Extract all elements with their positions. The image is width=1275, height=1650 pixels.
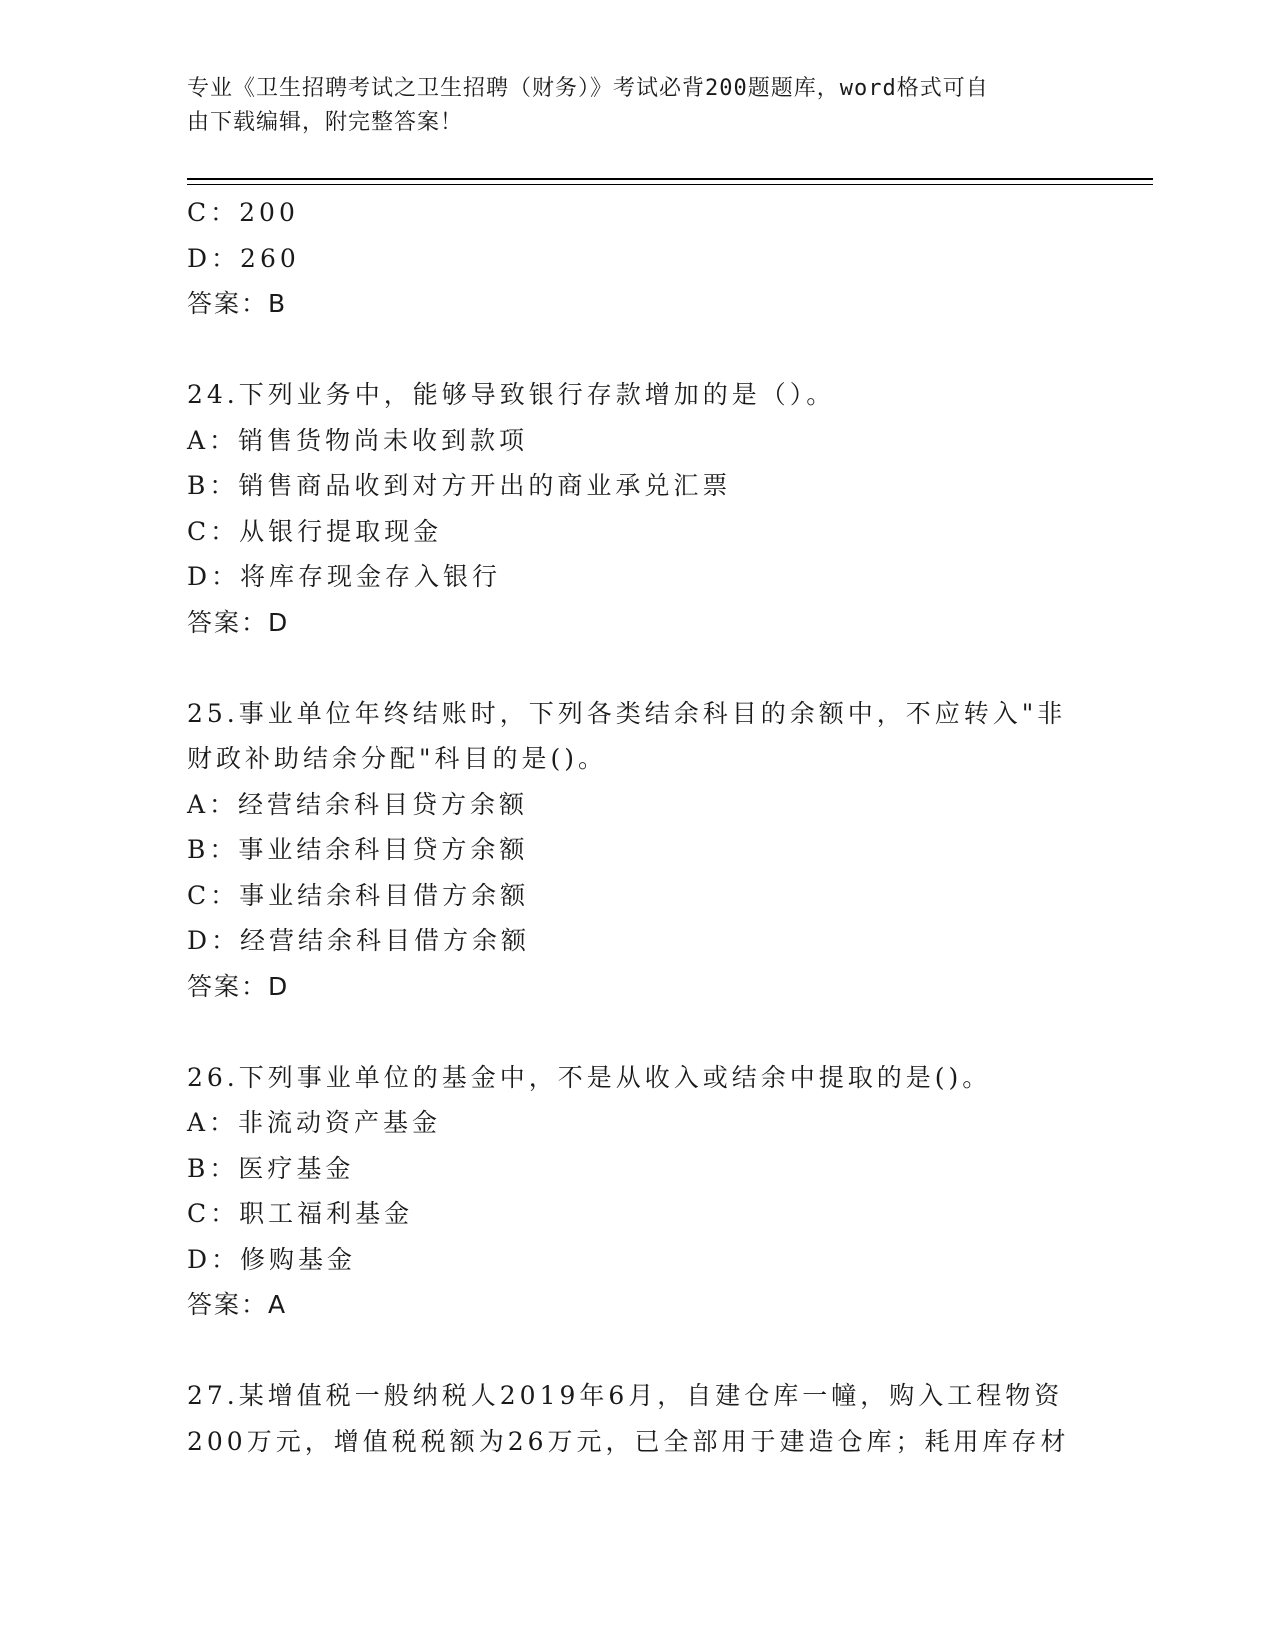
question-stem-line-2: 200万元，增值税税额为26万元，已全部用于建造仓库；耗用库存材	[187, 1426, 1070, 1456]
option-c: C：职工福利基金	[187, 1199, 414, 1228]
question-content	[187, 190, 1087, 1464]
question-25	[187, 691, 1087, 1010]
option-a: A：非流动资产基金	[187, 1108, 442, 1137]
header-rule-thin	[187, 184, 1153, 185]
question-stem-line-1: 25.事业单位年终结账时，下列各类结余科目的余额中，不应转入"非	[187, 698, 1067, 728]
question-26	[187, 1055, 1087, 1328]
option-b: B：医疗基金	[187, 1153, 355, 1183]
header-rule-thick	[187, 178, 1153, 180]
answer: 答案：B	[187, 289, 288, 318]
header-line-2: 由下载编辑，附完整答案！	[187, 110, 464, 135]
question-24	[187, 372, 1087, 645]
answer: 答案：D	[187, 971, 290, 1001]
option-c: C：200	[187, 198, 299, 227]
option-d: D：经营结余科目借方余额	[187, 926, 531, 955]
spacer	[187, 327, 1087, 373]
header-line-1: 专业《卫生招聘考试之卫生招聘（财务）》考试必背200题题库，word格式可自	[187, 76, 989, 101]
option-c: C：事业结余科目借方余额	[187, 880, 530, 910]
spacer	[187, 1009, 1087, 1055]
option-a: A：销售货物尚未收到款项	[187, 425, 529, 455]
option-b: B：销售商品收到对方开出的商业承兑汇票	[187, 471, 732, 500]
question-stem: 24.下列业务中，能够导致银行存款增加的是（）。	[187, 380, 836, 409]
option-a: A：经营结余科目贷方余额	[187, 789, 529, 819]
page-header	[187, 72, 1067, 140]
question-stem-line-1: 27.某增值税一般纳税人2019年6月，自建仓库一幢，购入工程物资	[187, 1381, 1064, 1410]
question-stem: 26.下列事业单位的基金中，不是从收入或结余中提取的是()。	[187, 1062, 992, 1092]
answer: 答案：A	[187, 1290, 288, 1319]
question-stem-line-2: 财政补助结余分配"科目的是()。	[187, 744, 608, 773]
option-d: D：将库存现金存入银行	[187, 562, 502, 591]
option-d: D：260	[187, 243, 300, 273]
spacer	[187, 1328, 1087, 1374]
option-b: B：事业结余科目贷方余额	[187, 835, 529, 864]
spacer	[187, 645, 1087, 691]
option-c: C：从银行提取现金	[187, 516, 443, 546]
option-d: D：修购基金	[187, 1244, 357, 1274]
question-23-tail	[187, 190, 1087, 327]
answer: 答案：D	[187, 607, 290, 637]
question-27	[187, 1373, 1087, 1464]
